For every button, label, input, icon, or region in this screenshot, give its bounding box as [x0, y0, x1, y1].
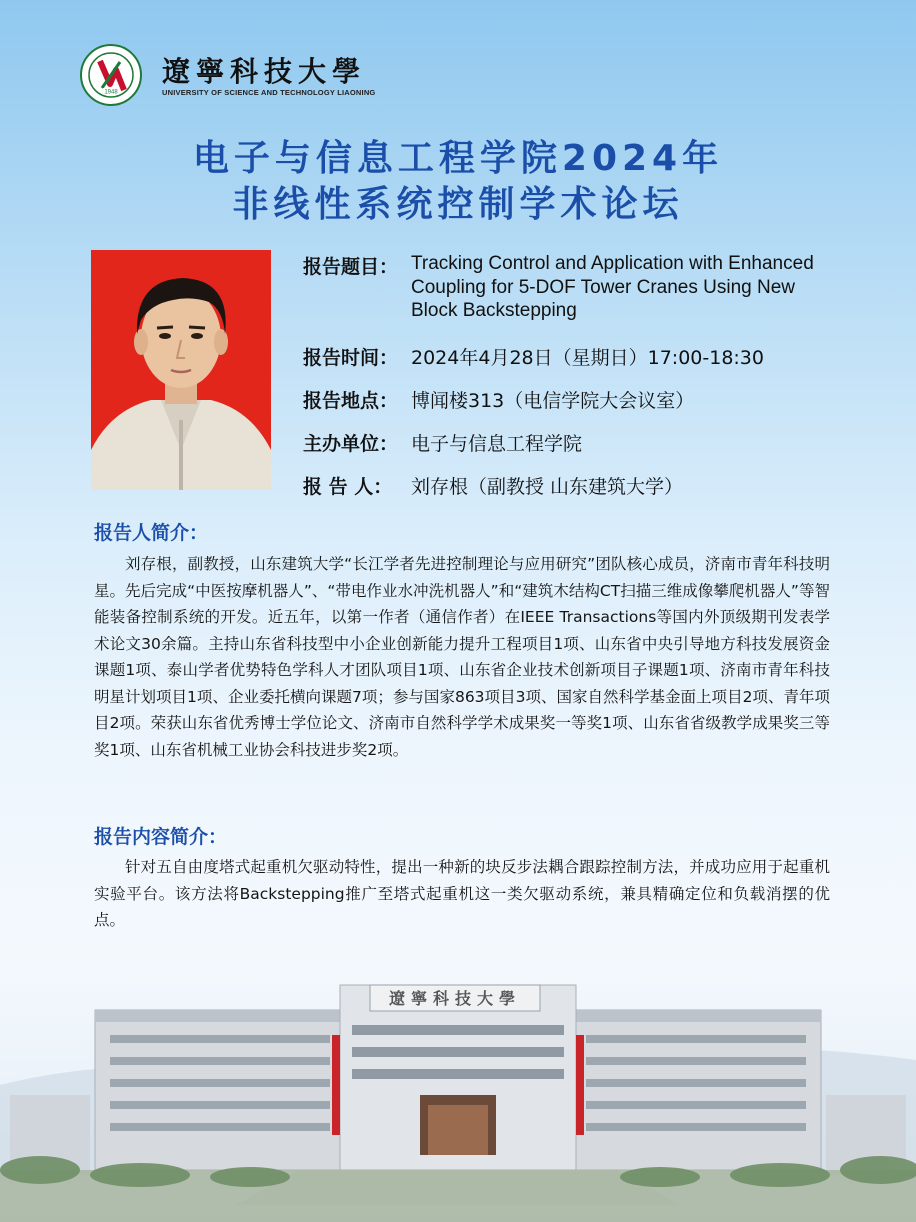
place-row — [303, 386, 695, 413]
topic-label: 报告题目： — [303, 256, 399, 278]
poster-title-line1: 电子与信息工程学院2024年 — [192, 138, 724, 179]
campus-building-image — [0, 965, 916, 1222]
topic-row — [303, 252, 814, 321]
topic-value: Tracking Control and Application with Enhanced Coupling for 5-DOF Tower Cranes Using New Block Backstepping — [411, 253, 814, 321]
speaker-row — [303, 472, 684, 499]
university-seal-icon — [80, 44, 142, 106]
speaker-value: 刘存根（副教授 山东建筑大学） — [411, 476, 684, 498]
university-name-en: UNIVERSITY OF SCIENCE AND TECHNOLOGY LIAONING — [162, 88, 376, 97]
bio-text: 刘存根，副教授，山东建筑大学“长江学者先进控制理论与应用研究”团队核心成员，济南市青年科技明星。先后完成“中医按摩机器人”、“带电作业水冲洗机器人”和“建筑木结构CT扫描三维成像攀爬机器人”等智能装备控制系统的开发。近五年，以第一作者（通信作者）在IEEE Transactions等国内外顶级期刊发表学术论文30余篇。主持山东省科技型中小企业创新能力提升工程项目1项、山东省中央引导地方科技发展资金课题1项、泰山学者优势特色学科人才团队项目1项、山东省企业技术创新项目子课题1项、济南市青年科技明星计划项目1项、企业委托横向课题7项；参与国家863项目3项、国家自然科学基金面上项目2项、青年项目2项。荣获山东省优秀博士学位论文、济南市自然科学学术成果奖一等奖1项、山东省省级教学成果奖三等奖1项、山东省机械工业协会科技进步奖2项。 — [94, 555, 830, 759]
place-label: 报告地点： — [303, 390, 399, 412]
time-value: 2024年4月28日（星期日）17:00-18:30 — [411, 347, 764, 369]
bio-heading: 报告人简介： — [94, 522, 209, 544]
abstract-heading: 报告内容简介： — [94, 826, 228, 848]
host-row — [303, 429, 583, 456]
time-row — [303, 343, 764, 370]
university-logo — [80, 44, 380, 106]
speaker-label: 报 告 人： — [303, 476, 393, 498]
place-value: 博闻楼313（电信学院大会议室） — [411, 390, 695, 412]
host-value: 电子与信息工程学院 — [411, 433, 583, 455]
abstract-text: 针对五自由度塔式起重机欠驱动特性，提出一种新的块反步法耦合跟踪控制方法，并成功应用于起重机实验平台。该方法将Backstepping推广至塔式起重机这一类欠驱动系统，兼具精确定位和负载消摆的优点。 — [94, 858, 830, 929]
university-name-cn: 遼寧科技大學 — [162, 55, 367, 88]
host-label: 主办单位： — [303, 433, 399, 455]
time-label: 报告时间： — [303, 347, 399, 369]
svg-text:1948: 1948 — [104, 89, 118, 96]
speaker-photo — [91, 250, 271, 490]
svg-text:遼寧科技大學: 遼寧科技大學 — [388, 989, 522, 1008]
poster-title-line2: 非线性系统控制学术论坛 — [232, 184, 684, 225]
